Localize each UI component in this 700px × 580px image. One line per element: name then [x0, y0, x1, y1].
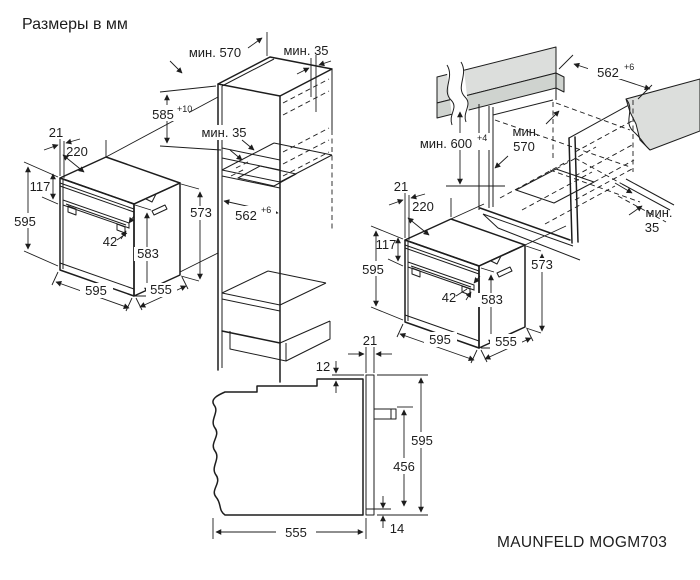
base-niche-width-tolerance: +6: [624, 62, 635, 72]
oven-side-profile: [213, 379, 363, 515]
right-oven-front-depth-label: 220: [412, 199, 434, 214]
projection-line: [525, 226, 566, 245]
sideview-inner-height-label: 456: [393, 459, 415, 474]
right-oven-depth-label: 555: [495, 334, 517, 349]
right-oven-back-height-label: 573: [531, 257, 553, 272]
base-back-gap-label: мин.: [645, 205, 673, 220]
base-min-height-tolerance: +4: [477, 133, 488, 143]
sideview-depth-label: 555: [285, 525, 307, 540]
right-oven-width-label: 595: [429, 332, 451, 347]
sideview-height-label: 595: [411, 433, 433, 448]
left-oven-front-depth-label: 220: [66, 144, 88, 159]
cabinet-niche-width-tolerance: +6: [261, 205, 272, 215]
door-handle: [374, 409, 396, 419]
left-oven-depth-label: 555: [150, 282, 172, 297]
right-oven-body-height-label: 583: [481, 292, 503, 307]
oven-top-face: [60, 157, 180, 204]
left-oven-height-label: 595: [14, 214, 36, 229]
left-oven-width-label: 595: [85, 283, 107, 298]
right-oven-handle-offset-label: 117: [375, 237, 397, 252]
left-oven-handle-offset-label: 117: [29, 179, 51, 194]
cabinet-niche-width-label: 562: [235, 208, 257, 223]
left-oven-handle-depth-label: 42: [102, 234, 118, 249]
oven-top-face: [405, 219, 525, 266]
base-min-depth-label: мин.: [512, 124, 540, 139]
base-cabinet-drawing: [412, 47, 700, 260]
cabinet-min-depth-label: мин. 570: [188, 45, 242, 60]
left-oven-body-height-label: 583: [137, 246, 159, 261]
right-oven-height-label: 595: [362, 262, 384, 277]
sideview-top-clearance-label: 12: [315, 359, 331, 374]
sideview-bottom-clearance-label: 14: [389, 521, 405, 536]
wall-unit-panel: [626, 79, 700, 150]
projection-line: [451, 204, 484, 219]
model-label: MAUNFELD MOGM703: [497, 534, 668, 551]
cabinet-top-face: [218, 57, 332, 96]
left-oven-door-thickness-label: 21: [48, 125, 64, 140]
vent-cutout: [516, 169, 594, 203]
cabinet-niche-height-tolerance: +10: [177, 104, 193, 114]
cabinet-niche-height-label: 585: [152, 107, 174, 122]
left-oven-back-height-label: 573: [190, 205, 212, 220]
base-back-gap-value: 35: [644, 220, 660, 235]
tall-cabinet-drawing: [147, 32, 332, 382]
vent-slot: [497, 267, 512, 277]
cabinet-top-gap-label: мин. 35: [283, 43, 329, 58]
side-view-drawing: [213, 333, 437, 540]
page-title: Размеры в мм: [22, 16, 128, 33]
base-min-depth-value: 570: [513, 139, 535, 154]
right-oven-handle-depth-label: 42: [441, 290, 457, 305]
right-oven-drawing: [360, 179, 566, 363]
oven-side-face: [134, 183, 180, 296]
right-oven-door-thickness-label: 21: [393, 179, 409, 194]
base-niche-width-label: 562: [597, 65, 619, 80]
left-oven-drawing: [13, 97, 218, 311]
door-panel: [366, 375, 374, 515]
cabinet-vent-gap-label: мин. 35: [201, 125, 247, 140]
base-min-height-label: мин. 600: [419, 136, 473, 151]
vent-slot: [152, 205, 167, 215]
vent-cutout: [238, 166, 296, 186]
projection-line: [180, 253, 218, 272]
sideview-door-thickness-label: 21: [362, 333, 378, 348]
